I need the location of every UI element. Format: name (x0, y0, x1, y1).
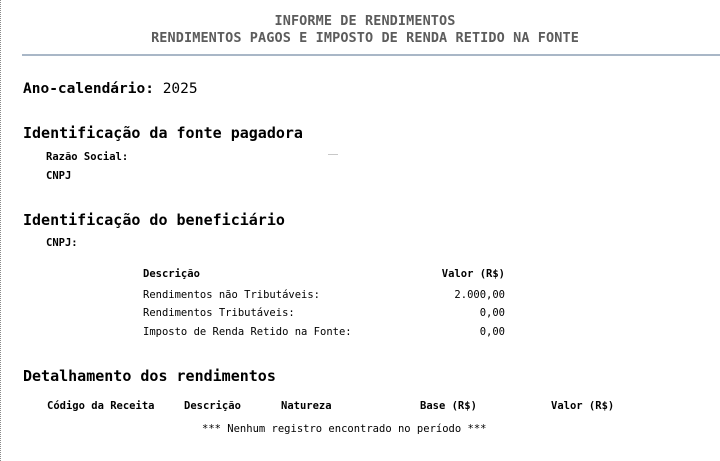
detalhamento-header-base: Base (R$) (420, 400, 477, 412)
page-left-border (0, 0, 1, 461)
report-title: INFORME DE RENDIMENTOS (274, 13, 456, 29)
resumo-row-valor: 2.000,00 (454, 289, 505, 301)
ano-calendario-value: 2025 (162, 81, 198, 97)
resumo-row-valor: 0,00 (479, 326, 505, 338)
detalhamento-header-descricao: Descrição (184, 400, 241, 412)
razao-social-label: Razão Social: (46, 151, 129, 163)
resumo-row-valor: 0,00 (479, 307, 505, 319)
redacted-mark (328, 154, 338, 155)
cnpj-beneficiario-label: CNPJ: (46, 237, 78, 249)
section-title-fonte-pagadora: Identificação da fonte pagadora (23, 124, 303, 142)
resumo-row-descricao: Imposto de Renda Retido na Fonte: (143, 326, 352, 338)
resumo-row-descricao: Rendimentos Tributáveis: (143, 307, 295, 319)
detalhamento-header-codigo: Código da Receita (47, 400, 155, 412)
ano-calendario-label: Ano-calendário: (23, 81, 154, 97)
section-title-beneficiario: Identificação do beneficiário (23, 211, 285, 229)
cnpj-fonte-label: CNPJ (46, 170, 72, 182)
ano-calendario (23, 80, 198, 98)
resumo-row-descricao: Rendimentos não Tributáveis: (143, 289, 321, 301)
resumo-header-descricao: Descrição (143, 268, 200, 280)
detalhamento-header-valor: Valor (R$) (551, 400, 615, 412)
report-subtitle: RENDIMENTOS PAGOS E IMPOSTO DE RENDA RETIDO NA FONTE (151, 30, 579, 46)
resumo-header-valor: Valor (R$) (441, 268, 505, 280)
empty-state-message: *** Nenhum registro encontrado no período *** (202, 423, 487, 435)
header-divider (22, 54, 720, 56)
detalhamento-header-natureza: Natureza (281, 400, 332, 412)
report-header (10, 13, 720, 47)
section-title-detalhamento: Detalhamento dos rendimentos (23, 367, 276, 385)
